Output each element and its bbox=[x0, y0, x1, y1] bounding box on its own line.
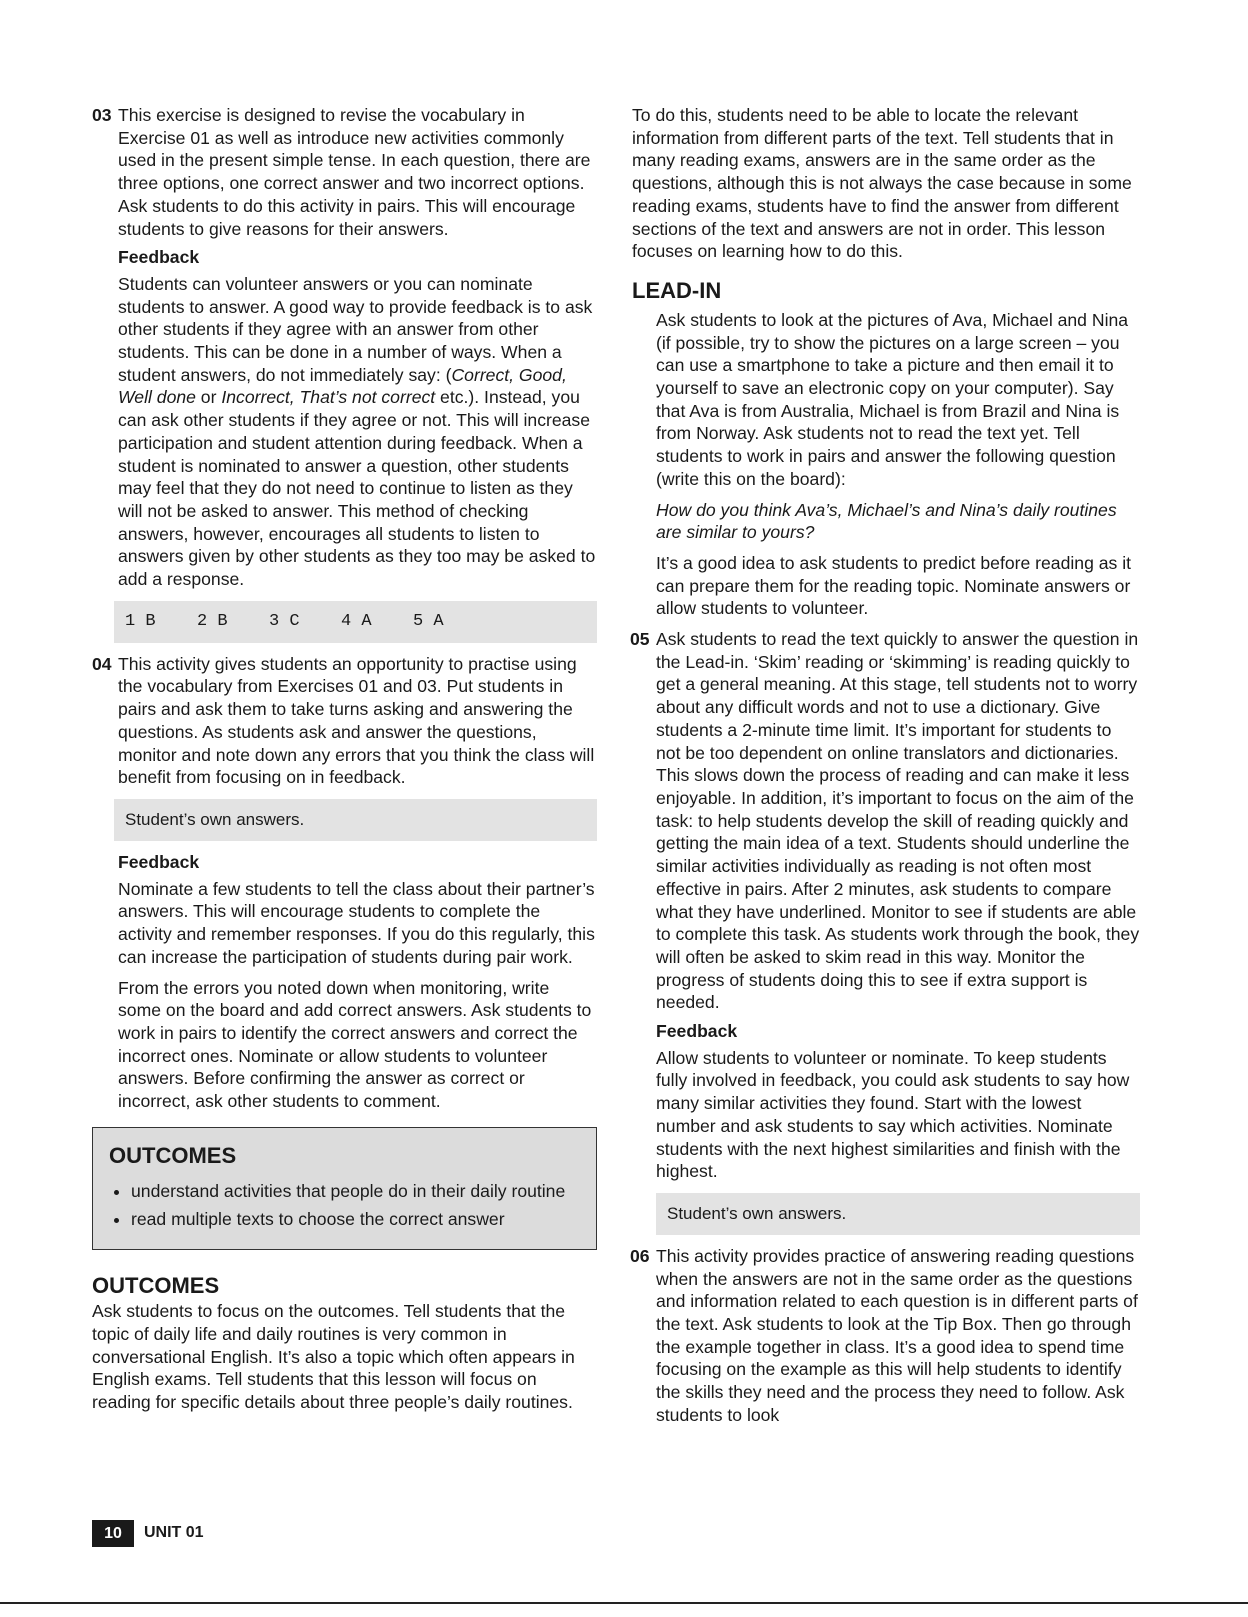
exercise-number: 06 bbox=[630, 1245, 650, 1266]
exercise-text: Ask students to read the text quickly to answer the question in the Lead-in. ‘Skim’ reading or ‘skimming’ is reading quickly to get a general meaning. At this stage, tell students not to worry about any difficult words and not to use a dictionary. Give students a 2-minute time limit. It’s important for students to not be too dependent on online translators and dictionaries. This slows down the process of reading and can make it less enjoyable. In addition, it’s important to focus on the aim of the task: to help students develop the skill of reading quickly and getting the main idea of a text. Students should underline the similar activities individually as reading is not often most effective in pairs. After 2 minutes, ask students to compare what they have underlined. Monitor to see if students are able to complete this task. As students work through the book, they will often be asked to skim read in this way. Monitor the progress of students doing this to see if extra support is needed. bbox=[656, 629, 1140, 1013]
exercise-text: This exercise is designed to revise the vocabulary in Exercise 01 as well as introduce new activities commonly used in the present simple tense. In each question, there are three options, one correct answer and two incorrect options. Ask students to do this activity in pairs. This will encourage students to give reasons for their answers. bbox=[118, 105, 591, 239]
answer-key: 5 A bbox=[413, 611, 444, 631]
right-column bbox=[632, 104, 1140, 1435]
feedback-heading: Feedback bbox=[118, 851, 200, 872]
page-number: 10 bbox=[92, 1520, 134, 1547]
exercise-text: This activity gives students an opportunity to practise using the vocabulary from Exercises 01 and 03. Put students in pairs and ask them to take turns asking and answering the questions. As students ask and answer the questions, monitor and note down any errors that you think the class will benefit from focusing on in feedback. bbox=[118, 653, 595, 788]
bottom-rule bbox=[0, 1602, 1248, 1604]
outcomes-section bbox=[92, 1272, 597, 1414]
outcomes-box-title: OUTCOMES bbox=[109, 1142, 237, 1168]
feedback-text: Nominate a few students to tell the class about their partner’s answers. This will encourage students to complete the activity and remember responses. If you do this regularly, this can increase the participation of students during pair work. bbox=[118, 878, 595, 967]
answer-box: Student’s own answers. bbox=[656, 1193, 1140, 1235]
exercise-06 bbox=[630, 1245, 1140, 1427]
outcome-item: • understand activities that people do in their daily routine bbox=[131, 1180, 580, 1203]
exercise-text: This activity provides practice of answering reading questions when the answers are not in the same order as the questions and information related to each question is in different parts of the text. Ask students to look at the Tip Box. Then go through the example together in class. It’s a good idea to spend time focusing on the example as this will help students to identify the skills they need and the process they need to follow. Ask students to look bbox=[656, 1245, 1138, 1425]
exercise-number: 05 bbox=[630, 629, 650, 650]
feedback-text: Students can volunteer answers or you can nominate students to answer. A good way to provide feedback is to ask other students if they agree with an answer from other students. This can be done in a number of ways. When a student answers, do not immediately say: (Correct, Good, Well done or Incorrect, That’s not correct etc.). Instead, you can ask other students if they agree or not. This will increase participation and student attention during feedback. When a student is nominated to answer a question, other students may feel that they do not need to continue to listen as they will not be asked to answer. This method of checking answers, however, encourages all students to listen to answers given by other students as they too may be asked to add a response. bbox=[118, 273, 596, 590]
outcomes-list bbox=[109, 1180, 580, 1231]
exercise-number: 03 bbox=[92, 105, 112, 125]
exercise-number: 04 bbox=[92, 653, 112, 674]
outcome-item: • read multiple texts to choose the correct answer bbox=[131, 1208, 580, 1231]
left-column bbox=[92, 104, 597, 1422]
section-heading: LEAD-IN bbox=[632, 277, 722, 303]
exercise-03 bbox=[92, 104, 597, 591]
answer-key: 2 B bbox=[197, 611, 228, 631]
leadin-text: Ask students to look at the pictures of Ava, Michael and Nina (if possible, try to show the pictures on a large screen – you can use a smartphone to take a picture and then email it to yourself to save an electronic copy on your computer). Say that Ava is from Australia, Michael is from Brazil and Nina is from Norway. Ask students not to read the text yet. Tell students to work in pairs and answer the following question (write this on the board): bbox=[656, 309, 1129, 489]
answer-key-box bbox=[114, 601, 597, 643]
answer-key: 1 B bbox=[125, 611, 156, 631]
leadin-body bbox=[632, 309, 1140, 620]
feedback-heading: Feedback bbox=[118, 247, 200, 268]
page-footer bbox=[92, 1520, 204, 1547]
exercise-05 bbox=[630, 628, 1140, 1183]
feedback-text: From the errors you noted down when monitoring, write some on the board and add correct answers. Ask students to work in pairs to identify the correct answers and correct the incorrect ones. Nominate or allow students to volunteer answers. Before confirming the answer as correct or incorrect, ask other students to comment. bbox=[118, 977, 592, 1112]
leadin-question: How do you think Ava’s, Michael’s and Nina’s daily routines are similar to yours? bbox=[656, 499, 1117, 543]
unit-label: UNIT 01 bbox=[144, 1524, 204, 1542]
answer-box: Student’s own answers. bbox=[114, 799, 597, 841]
section-text: Ask students to focus on the outcomes. Tell students that the topic of daily life and daily routines is very common in conversational English. It’s also a topic which often appears in English exams. Tell students that this lesson will focus on reading for specific details about three people’s daily routines. bbox=[92, 1301, 575, 1412]
answer-key: 4 A bbox=[341, 611, 372, 631]
outcomes-box bbox=[92, 1127, 597, 1250]
leadin-text: It’s a good idea to ask students to predict before reading as it can prepare them for the reading topic. Nominate answers or allow students to volunteer. bbox=[656, 552, 1132, 619]
exercise-04 bbox=[92, 653, 597, 789]
intro-text: To do this, students need to be able to locate the relevant information from different parts of the text. Tell students that in many reading exams, answers are in the same order as the questions, although this is not always the case because in some reading exams, students have to find the answer from different sections of the text and answers are not in order. This lesson focuses on learning how to do this. bbox=[632, 105, 1132, 262]
feedback-text: Allow students to volunteer or nominate. To keep students fully involved in feedback, you could ask students to say how many similar activities they found. Start with the lowest number and ask students to say which activities. Nominate students with the next highest similarities and finish with the highest. bbox=[656, 1047, 1130, 1182]
section-heading: OUTCOMES bbox=[92, 1273, 220, 1299]
feedback-heading: Feedback bbox=[656, 1021, 738, 1042]
exercise-04-feedback bbox=[92, 851, 597, 1113]
answer-key: 3 C bbox=[269, 611, 300, 631]
